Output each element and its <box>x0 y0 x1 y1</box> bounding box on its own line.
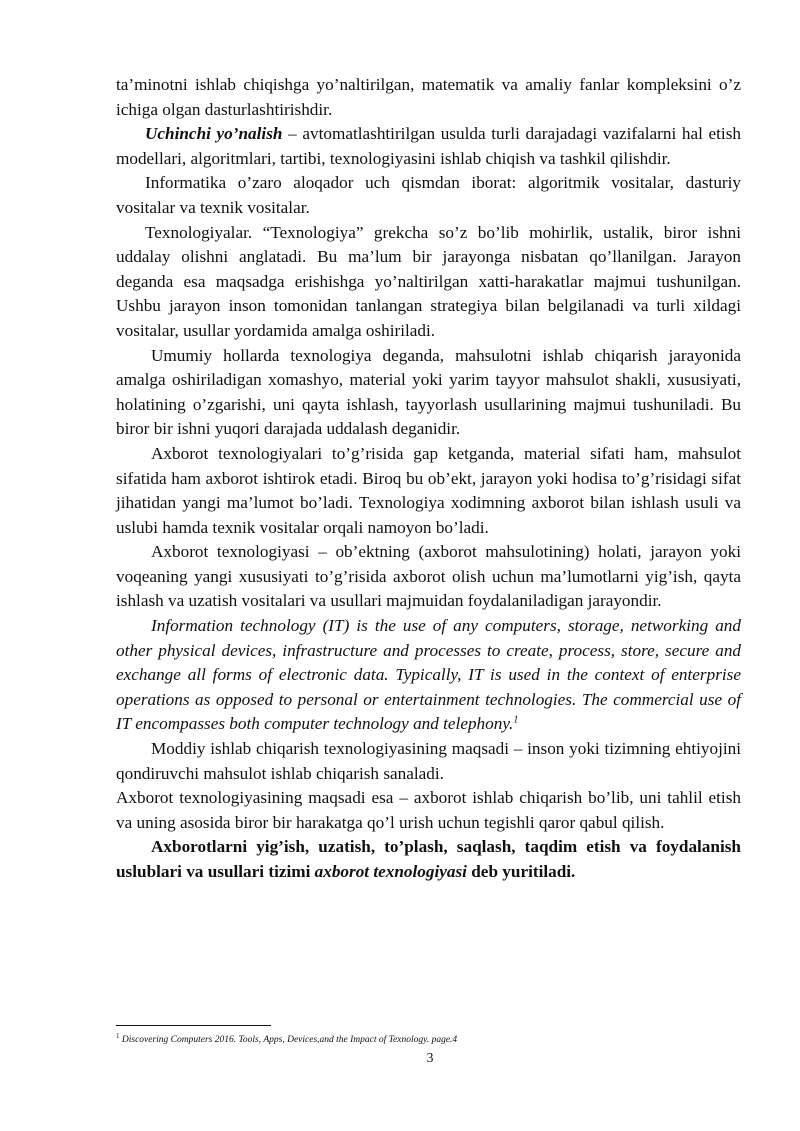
paragraph-english-quote <box>116 614 741 737</box>
footnote-reference: 1 <box>513 714 519 726</box>
paragraph-informatics: Informatika o’zaro aloqador uch qismdan iborat: algoritmik vositalar, dasturiy vositalar va texnik vositalar. <box>116 173 741 217</box>
conclusion-start: Axborotlarni yig’ish, uzatish, to’plash, saqlash, taqdim etish va foydalanish uslublari va usullari tizimi <box>116 837 741 881</box>
term-third-direction: Uchinchi yo’nalish <box>145 124 283 144</box>
page-number: 3 <box>426 1051 434 1066</box>
paragraph-material-production: Moddiy ishlab chiqarish texnologiyasining maqsadi – inson yoki tizimning ehtiyojini qondiruvchi mahsulot ishlab chiqarish sanaladi. <box>116 739 741 783</box>
footnote <box>116 1031 741 1046</box>
english-quote-text: Information technology (IT) is the use of any computers, storage, networking and other physical devices, infrastructure and processes to create, process, store, secure and exchange all forms of electronic data. Typically, IT is used in the context of enterprise operations as opposed to personal or entertainment technologies. The commercial use of IT encompasses both computer technology and telephony. <box>116 616 741 734</box>
paragraph-third-direction <box>116 122 741 171</box>
conclusion-end: deb yuritiladi. <box>466 862 576 881</box>
paragraph-text: – avtomatlashtirilgan usulda turli darajadagi vazifalarni hal etish modellari, algoritmlari, tartibi, texnologiyasini ishlab chiqish va tashkil qilishdir. <box>116 124 741 168</box>
paragraph-technologies: Texnologiyalar. “Texnologiya” grekcha so’z bo’lib mohirlik, ustalik, biror ishni uddalay olishni anglatadi. Bu ma’lum bir jarayonga nisbatan qo’llanilgan. Jarayon deganda esa maqsadga erishishga yo’naltirilgan xatti-harakatlar majmui tushunilgan. Ushbu jarayon inson tomonidan tanlangan strategiya bilan belgilanadi va turli xildagi vositalar, usullar yordamida amalga oshiriladi. <box>116 222 741 340</box>
paragraph-goal: Axborot texnologiyasining maqsadi esa – axborot ishlab chiqarish bo’lib, uni tahlil etish va uning asosida biror bir harakatga qo’l urish uchun tegishli qaror qabul qilish. <box>116 788 741 832</box>
paragraph-general: Umumiy hollarda texnologiya deganda, mahsulotni ishlab chiqarish jarayonida amalga oshiriladigan xomashyo, material yoki yarim tayyor mahsulot shakli, xususiyati, holatining o’zgarishi, uni qayta ishlash, tayyorlash usullarining majmui tushuniladi. Bu biror bir ishni yuqori darajada uddalash deganidir. <box>116 345 741 439</box>
footnote-marker: 1 <box>116 1031 120 1040</box>
body-text <box>116 73 741 885</box>
paragraph-definition: Axborot texnologiyasi – ob’ektning (axborot mahsulotining) holati, jarayon yoki voqeaning yangi xususiyati to’g’risida axborot olish uchun ma’lumotlarni yig’ish, qayta ishlash va uzatish vositalari va usullari majmuidan foydalaniladigan jarayondir. <box>116 542 741 611</box>
paragraph-information-technologies: Axborot texnologiyalari to’g’risida gap ketganda, material sifati ham, mahsulot sifatida ham axborot ishtirok etadi. Biroq bu ob’ekt, jarayon yoki hodisa to’g’risidagi sifat jihatidan yangi ma’lumot bo’ladi. Texnologiya xodimning axborot bilan ishlash usuli va uslubi hamda texnik vositalar orqali namoyon bo’ladi. <box>116 443 741 537</box>
footnote-separator <box>116 1025 271 1026</box>
footnote-text: Discovering Computers 2016. Tools, Apps, Devices,and the Impact of Texnology. page.4 <box>119 1035 458 1045</box>
paragraph-conclusion <box>116 835 741 884</box>
conclusion-term: axborot texnologiyasi <box>314 862 467 881</box>
paragraph-continued: ta’minotni ishlab chiqishga yo’naltirilgan, matematik va amaliy fanlar kompleksini o’z ichiga olgan dasturlashtirishdir. <box>116 75 741 119</box>
